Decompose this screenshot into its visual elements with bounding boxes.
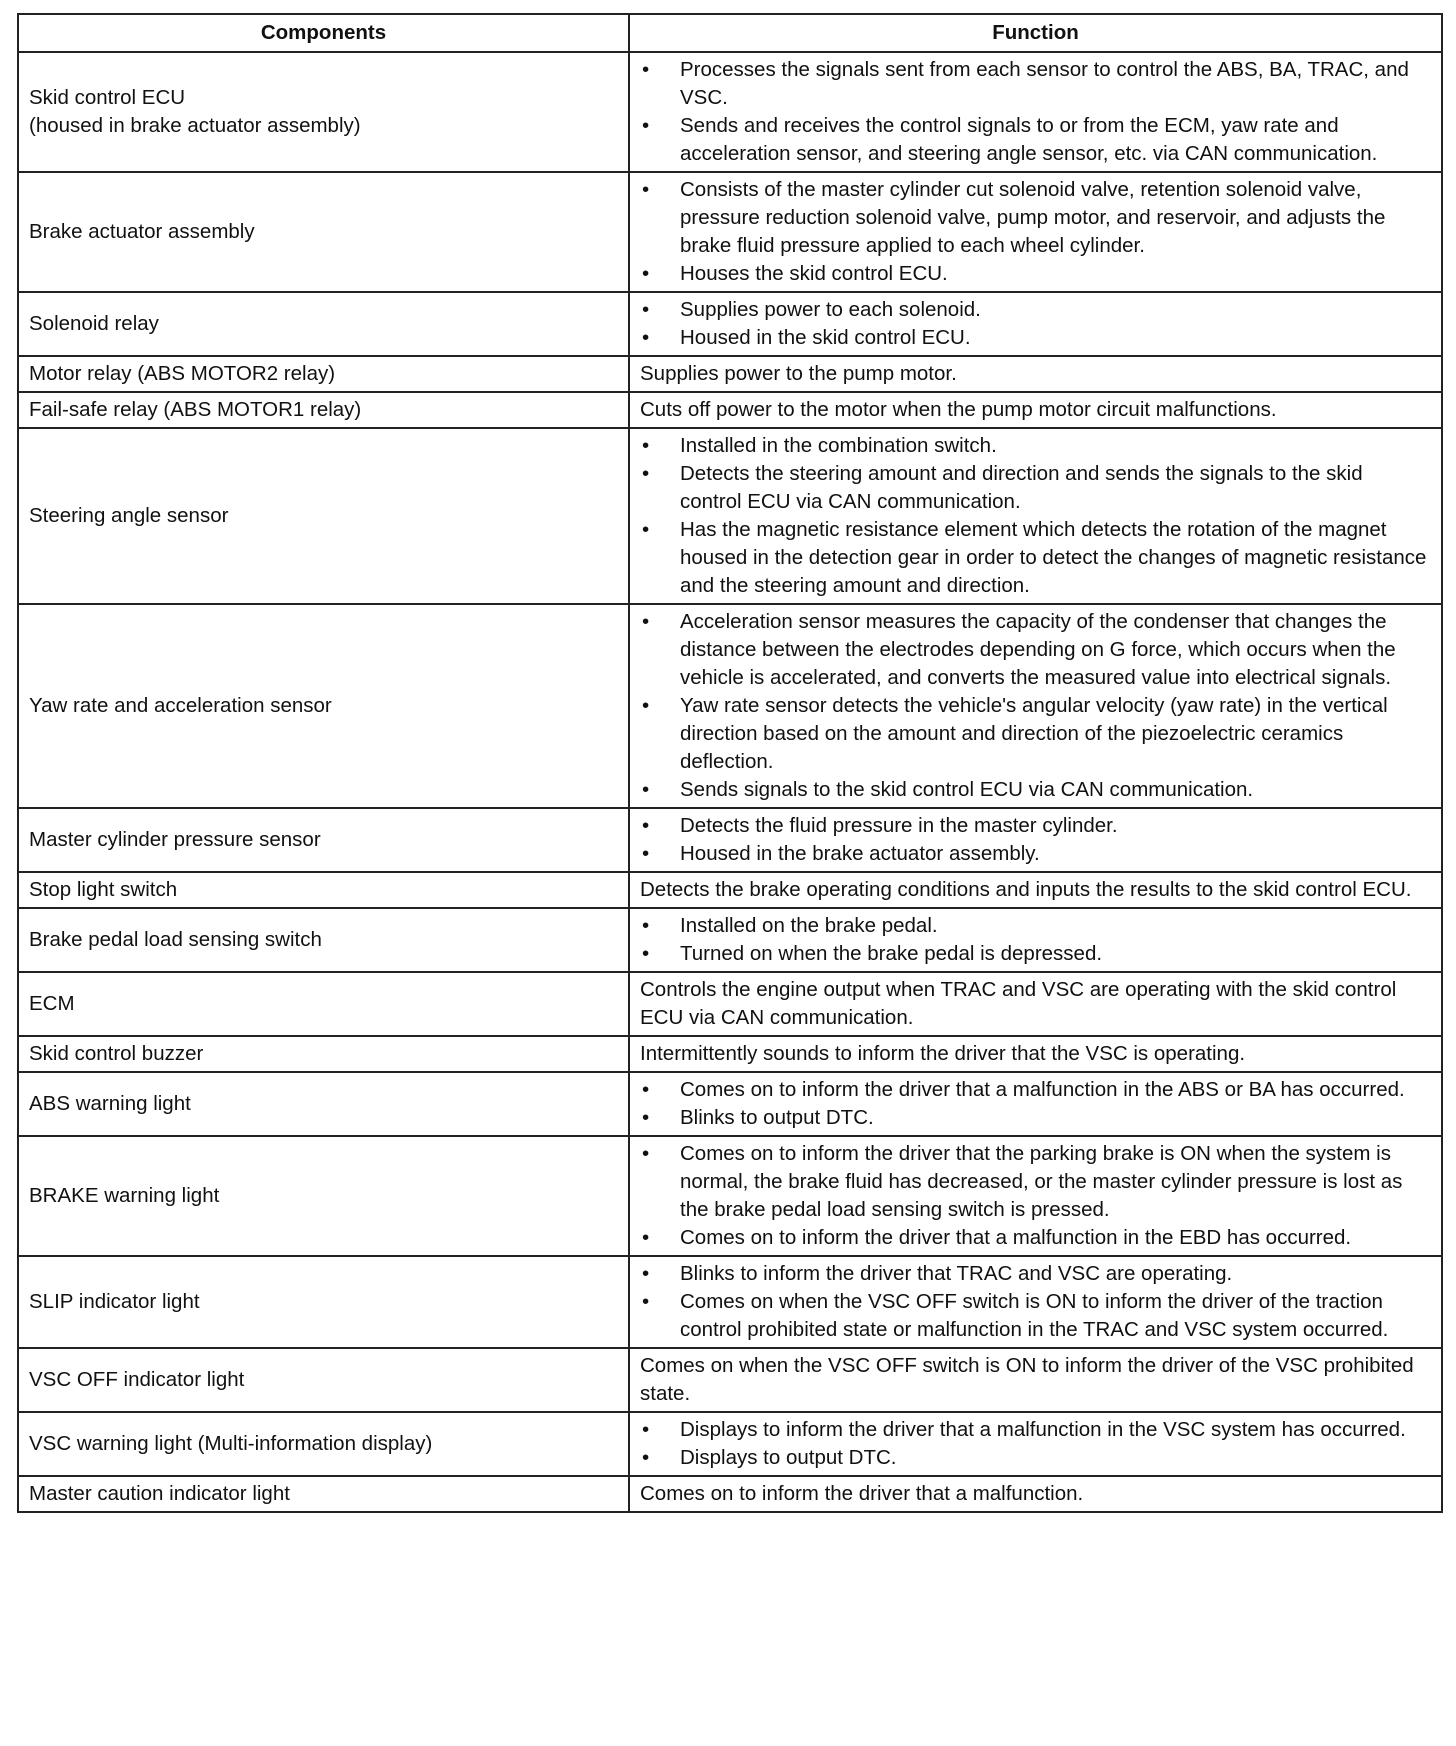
table-row	[18, 604, 1442, 808]
function-bullet-item: • Displays to inform the driver that a malfunction in the VSC system has occurred.	[640, 1416, 1429, 1444]
function-cell	[629, 1036, 1442, 1072]
function-bullet-item: • Comes on when the VSC OFF switch is ON to inform the driver of the traction control prohibited state or malfunction in the TRAC and VSC system occurred.	[640, 1288, 1429, 1344]
component-name: Master caution indicator light	[29, 1482, 290, 1505]
table-row	[18, 1072, 1442, 1136]
function-bullet-item: • Sends and receives the control signals to or from the ECM, yaw rate and acceleration sensor, and steering angle sensor, etc. via CAN communication.	[640, 112, 1429, 168]
function-bullet-list	[640, 1076, 1429, 1132]
function-bullet-list	[640, 296, 1429, 352]
function-bullet-item: • Installed on the brake pedal.	[640, 912, 1429, 940]
component-name: Skid control buzzer	[29, 1042, 204, 1065]
function-bullet-item: • Installed in the combination switch.	[640, 432, 1429, 460]
component-name: SLIP indicator light	[29, 1290, 200, 1313]
component-cell	[18, 356, 629, 392]
component-name: Yaw rate and acceleration sensor	[29, 694, 332, 717]
function-bullet-item: • Has the magnetic resistance element which detects the rotation of the magnet housed in the detection gear in order to detect the changes of magnetic resistance and the steering amount and direction.	[640, 516, 1429, 600]
table-row	[18, 392, 1442, 428]
component-cell	[18, 808, 629, 872]
function-bullet-item: • Processes the signals sent from each sensor to control the ABS, BA, TRAC, and VSC.	[640, 56, 1429, 112]
function-cell	[629, 428, 1442, 604]
function-cell	[629, 808, 1442, 872]
function-bullet-list	[640, 1260, 1429, 1344]
component-name: BRAKE warning light	[29, 1184, 220, 1207]
header-components: Components	[18, 14, 629, 52]
table-row	[18, 908, 1442, 972]
function-bullet-list	[640, 56, 1429, 168]
function-bullet-item: • Houses the skid control ECU.	[640, 260, 1429, 288]
function-cell	[629, 1348, 1442, 1412]
component-name: VSC OFF indicator light	[29, 1368, 245, 1391]
component-name: Master cylinder pressure sensor	[29, 828, 321, 851]
component-name: VSC warning light (Multi-information display)	[29, 1432, 433, 1455]
function-cell	[629, 1136, 1442, 1256]
function-cell	[629, 972, 1442, 1036]
table-row	[18, 172, 1442, 292]
function-bullet-item: • Comes on to inform the driver that a malfunction in the EBD has occurred.	[640, 1224, 1429, 1252]
function-bullet-list	[640, 608, 1429, 804]
component-cell	[18, 292, 629, 356]
function-bullet-list	[640, 432, 1429, 600]
table-row	[18, 872, 1442, 908]
component-cell	[18, 972, 629, 1036]
component-cell	[18, 1476, 629, 1512]
function-text: Detects the brake operating conditions and inputs the results to the skid control ECU.	[640, 878, 1412, 901]
table-body	[18, 52, 1442, 1512]
function-bullet-item: • Housed in the skid control ECU.	[640, 324, 1429, 352]
table-row	[18, 972, 1442, 1036]
components-function-table	[17, 13, 1443, 1513]
function-text: Comes on when the VSC OFF switch is ON to inform the driver of the VSC prohibited state.	[640, 1354, 1414, 1405]
component-cell	[18, 172, 629, 292]
component-name: Steering angle sensor	[29, 504, 229, 527]
function-bullet-list	[640, 176, 1429, 288]
component-name: Stop light switch	[29, 878, 178, 901]
function-bullet-item: • Yaw rate sensor detects the vehicle's angular velocity (yaw rate) in the vertical direction based on the amount and direction of the piezoelectric ceramics deflection.	[640, 692, 1429, 776]
function-bullet-item: • Sends signals to the skid control ECU via CAN communication.	[640, 776, 1429, 804]
component-cell	[18, 1036, 629, 1072]
table-row	[18, 808, 1442, 872]
function-cell	[629, 1072, 1442, 1136]
table-row	[18, 292, 1442, 356]
component-name: Fail-safe relay (ABS MOTOR1 relay)	[29, 398, 362, 421]
function-bullet-item: • Comes on to inform the driver that a malfunction in the ABS or BA has occurred.	[640, 1076, 1429, 1104]
component-cell	[18, 392, 629, 428]
function-cell	[629, 52, 1442, 172]
function-cell	[629, 292, 1442, 356]
function-bullet-list	[640, 912, 1429, 968]
component-cell	[18, 1256, 629, 1348]
component-cell	[18, 604, 629, 808]
component-name: Solenoid relay	[29, 312, 159, 335]
table-row	[18, 1348, 1442, 1412]
component-cell	[18, 1136, 629, 1256]
table-row	[18, 1136, 1442, 1256]
function-bullet-item: • Blinks to output DTC.	[640, 1104, 1429, 1132]
component-cell	[18, 1348, 629, 1412]
header-function: Function	[629, 14, 1442, 52]
component-cell	[18, 872, 629, 908]
table-row	[18, 1036, 1442, 1072]
function-text: Intermittently sounds to inform the driver that the VSC is operating.	[640, 1042, 1246, 1065]
function-bullet-list	[640, 1140, 1429, 1252]
component-name: Motor relay (ABS MOTOR2 relay)	[29, 362, 336, 385]
header-row	[18, 14, 1442, 52]
function-cell	[629, 872, 1442, 908]
table-row	[18, 428, 1442, 604]
component-name: ABS warning light	[29, 1092, 191, 1115]
function-text: Supplies power to the pump motor.	[640, 362, 957, 385]
table-row	[18, 1476, 1442, 1512]
component-cell	[18, 908, 629, 972]
function-bullet-item: • Supplies power to each solenoid.	[640, 296, 1429, 324]
component-name: (housed in brake actuator assembly)	[29, 114, 361, 137]
table-row	[18, 356, 1442, 392]
table-row	[18, 1412, 1442, 1476]
function-text: Comes on to inform the driver that a malfunction.	[640, 1482, 1084, 1505]
function-cell	[629, 392, 1442, 428]
function-bullet-item: • Blinks to inform the driver that TRAC and VSC are operating.	[640, 1260, 1429, 1288]
function-bullet-item: • Detects the fluid pressure in the master cylinder.	[640, 812, 1429, 840]
component-name: ECM	[29, 992, 75, 1015]
function-text: Controls the engine output when TRAC and VSC are operating with the skid control ECU via CAN communication.	[640, 978, 1397, 1029]
component-cell	[18, 1072, 629, 1136]
function-bullet-item: • Detects the steering amount and direction and sends the signals to the skid control ECU via CAN communication.	[640, 460, 1429, 516]
component-name: Skid control ECU	[29, 86, 186, 109]
table-row	[18, 52, 1442, 172]
function-bullet-list	[640, 1416, 1429, 1472]
function-bullet-item: • Displays to output DTC.	[640, 1444, 1429, 1472]
function-cell	[629, 1476, 1442, 1512]
function-bullet-item: • Acceleration sensor measures the capacity of the condenser that changes the distance between the electrodes depending on G force, which occurs when the vehicle is accelerated, and converts the measured value into electrical signals.	[640, 608, 1429, 692]
component-name: Brake pedal load sensing switch	[29, 928, 322, 951]
function-bullet-item: • Comes on to inform the driver that the parking brake is ON when the system is normal, the brake fluid has decreased, or the master cylinder pressure is lost as the brake pedal load sensing switch is pressed.	[640, 1140, 1429, 1224]
function-cell	[629, 604, 1442, 808]
component-cell	[18, 428, 629, 604]
function-cell	[629, 172, 1442, 292]
component-cell	[18, 52, 629, 172]
function-cell	[629, 356, 1442, 392]
function-bullet-list	[640, 812, 1429, 868]
function-cell	[629, 1412, 1442, 1476]
function-cell	[629, 908, 1442, 972]
function-bullet-item: • Housed in the brake actuator assembly.	[640, 840, 1429, 868]
function-bullet-item: • Consists of the master cylinder cut solenoid valve, retention solenoid valve, pressure reduction solenoid valve, pump motor, and reservoir, and adjusts the brake fluid pressure applied to each wheel cylinder.	[640, 176, 1429, 260]
component-cell	[18, 1412, 629, 1476]
table-row	[18, 1256, 1442, 1348]
component-name: Brake actuator assembly	[29, 220, 255, 243]
function-cell	[629, 1256, 1442, 1348]
table-header	[18, 14, 1442, 52]
function-text: Cuts off power to the motor when the pump motor circuit malfunctions.	[640, 398, 1277, 421]
function-bullet-item: • Turned on when the brake pedal is depressed.	[640, 940, 1429, 968]
